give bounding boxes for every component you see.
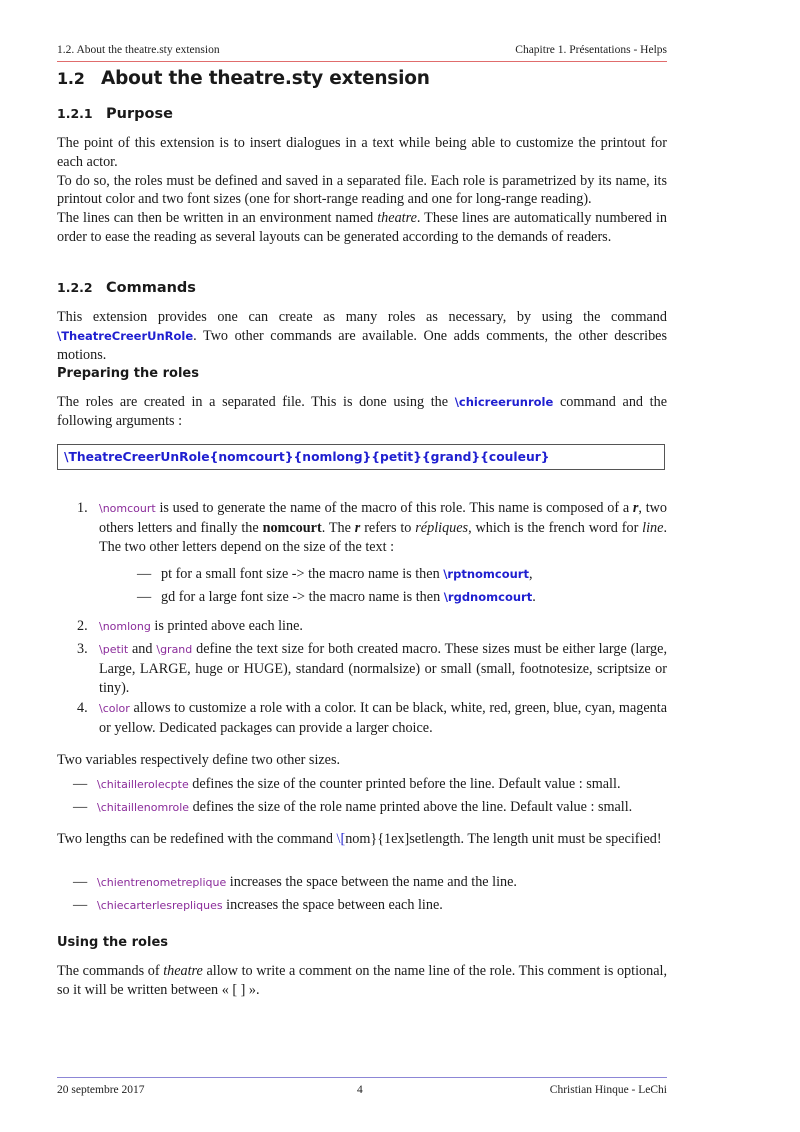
list-item-3: 3. \petit and \grand define the text size for both created macro. These sizes must be either large (large, Large, LARGE, huge or HUGE), standard (normalsize) or small (small, footnotesize, scriptsize or tiny).: [77, 641, 667, 696]
section-number: 1.2: [57, 69, 85, 88]
purpose-paragraph: The point of this extension is to insert dialogues in a text while being able to customize the printout for each actor. To do so, the roles must be defined and saved in a separated file. Each role is parametrized by its name, its printout color and two font sizes (one for short-range reading and one for long-range reading). The lines can then be written in an environment named theatre. These lines are automatically numbered in order to ease the reading as several layouts can be generated according to the demands of readers.: [57, 135, 668, 245]
list-item-2: 2. \nomlong is printed above each line.: [77, 618, 303, 634]
subsection-title: Purpose: [106, 106, 173, 122]
command-link-theatrecreerunrole[interactable]: \TheatreCreerUnRole: [57, 328, 194, 343]
bold-nomcourt: nomcourt: [262, 519, 322, 536]
dash-bullet: —: [73, 799, 88, 815]
preparing-text: The roles are created in a separated file. This is done using the \chicreerunrole command and the following arguments :: [57, 394, 667, 429]
length-chiecarterlesrepliques: \chiecarterlesrepliques: [97, 899, 223, 912]
footer-author: Christian Hinque - LeChi: [549, 1084, 667, 1096]
footer-rule: [57, 1077, 667, 1078]
length-item-chientrenometreplique: — \chientrenometreplique increases the space between the name and the line.: [73, 874, 517, 890]
argument-petit: \petit: [99, 643, 129, 656]
variable-item-chitaillerolecpte: — \chitaillerolecpte defines the size of the counter printed before the line. Default value : small.: [73, 776, 621, 792]
subsection-number: 1.2.2: [57, 280, 93, 295]
section-heading: [57, 68, 430, 89]
page-number: 4: [357, 1084, 363, 1096]
lengths-paragraph: Two lengths can be redefined with the command \[nom}{1ex]setlength. The length unit must be specified!: [57, 831, 662, 847]
subsection-heading-purpose: [57, 106, 173, 122]
header-rule: [57, 61, 667, 62]
argument-nomcourt: \nomcourt: [99, 502, 156, 515]
variable-chitaillenomrole: \chitaillenomrole: [97, 801, 190, 814]
sublist-item-gd: — gd for a large font size -> the macro name is then \rgdnomcourt.: [137, 589, 536, 605]
list-marker: 2.: [77, 618, 88, 634]
length-chientrenometreplique: \chientrenometreplique: [97, 876, 227, 889]
list-marker: 3.: [77, 641, 88, 657]
subsection-title: Commands: [106, 280, 196, 296]
command-link-rptnomcourt[interactable]: \rptnomcourt: [443, 567, 529, 581]
list-item-4: 4. \color allows to customize a role with a color. It can be black, white, red, green, blue, cyan, magenta or yellow. Dedicated packages can provide a larger choice.: [77, 700, 667, 736]
list-marker: 1.: [77, 500, 88, 516]
sublist-item-pt: — pt for a small font size -> the macro name is then \rptnomcourt,: [137, 566, 533, 582]
paragraph-heading-using: Using the roles: [57, 935, 169, 950]
using-text: The commands of theatre allow to write a comment on the name line of the role. This comment is optional, so it will be written between « [ ] ».: [57, 963, 668, 998]
dash-bullet: —: [73, 874, 88, 890]
dash-bullet: —: [137, 589, 152, 605]
footer-date: 20 septembre 2017: [57, 1084, 145, 1096]
paragraph-heading-preparing: Preparing the roles: [57, 366, 199, 381]
argument-color: \color: [99, 702, 130, 715]
code-syntax-box: \TheatreCreerUnRole{nomcourt}{nomlong}{petit}{grand}{couleur}: [57, 444, 665, 470]
command-link-chicreerunrole[interactable]: \chicreerunrole: [454, 395, 554, 409]
argument-grand: \grand: [156, 643, 193, 656]
list-item-1: 1. \nomcourt is used to generate the name of the macro of this role. This name is composed of a r, two others letters and finally the nomcourt. The r refers to répliques, which is the french word for line. The two other letters depend on the size of the text :: [77, 500, 667, 555]
command-link-setlength[interactable]: \[: [336, 831, 346, 847]
command-link-rgdnomcourt[interactable]: \rgdnomcourt: [443, 590, 533, 604]
variable-chitaillerolecpte: \chitaillerolecpte: [97, 778, 189, 791]
subsection-heading-commands: [57, 280, 196, 296]
argument-nomlong: \nomlong: [99, 620, 151, 633]
section-title: About the theatre.sty extension: [101, 68, 430, 89]
subsection-number: 1.2.1: [57, 106, 93, 121]
variable-item-chitaillenomrole: — \chitaillenomrole defines the size of the role name printed above the line. Default value : small.: [73, 799, 633, 815]
emphasis-theatre: theatre: [163, 963, 203, 979]
length-item-chiecarterlesrepliques: — \chiecarterlesrepliques increases the space between each line.: [73, 897, 443, 913]
dash-bullet: —: [73, 897, 88, 913]
variables-intro: Two variables respectively define two other sizes.: [57, 752, 341, 768]
running-head-chapter: Chapitre 1. Présentations - Helps: [515, 44, 667, 56]
dash-bullet: —: [137, 566, 152, 582]
list-marker: 4.: [77, 700, 88, 716]
running-head-section: 1.2. About the theatre.sty extension: [57, 44, 220, 56]
dash-bullet: —: [73, 776, 88, 792]
commands-intro: This extension provides one can create as many roles as necessary, by using the command \TheatreCreerUnRole. Two other commands are available. One adds comments, the other describes motions.: [57, 309, 667, 363]
running-head: [57, 44, 667, 56]
emphasis-theatre: theatre: [377, 210, 417, 227]
